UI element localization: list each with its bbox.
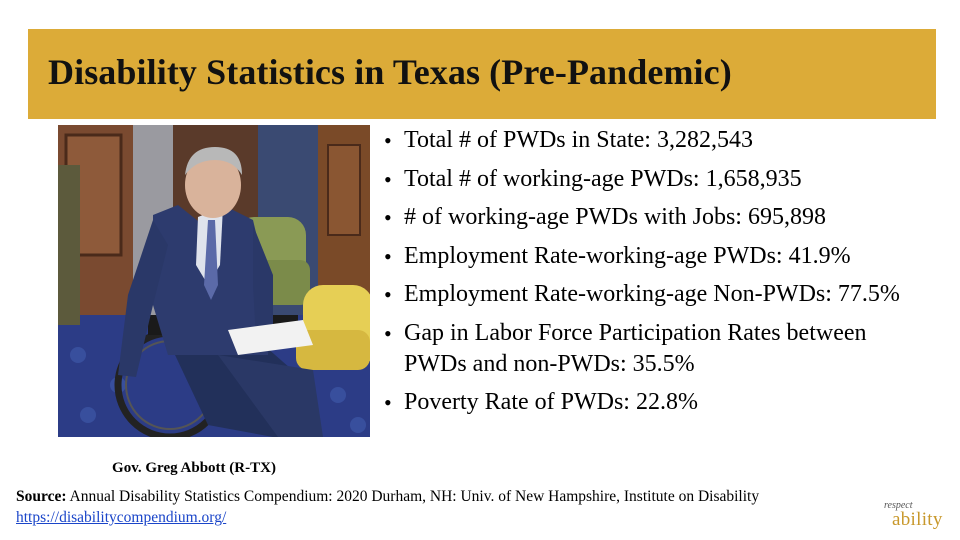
stat-poverty-rate: • Poverty Rate of PWDs: 22.8% <box>384 387 934 418</box>
governor-photo <box>58 125 370 437</box>
photo-caption: Gov. Greg Abbott (R-TX) <box>112 460 276 476</box>
source-citation <box>16 487 896 507</box>
source-link[interactable]: https://disabilitycompendium.org/ <box>16 509 227 526</box>
source-text: Annual Disability Statistics Compendium: 2020 Durham, NH: Univ. of New Hampshire, Institute on Disability <box>69 488 760 505</box>
source-label: Source: <box>16 488 67 505</box>
respectability-logo <box>884 500 954 534</box>
logo-ability-text: ability <box>892 509 943 530</box>
stat-labor-force-gap: • Gap in Labor Force Participation Rates between PWDs and non-PWDs: 35.5% <box>384 318 934 380</box>
slide-title: Disability Statistics in Texas (Pre-Pandemic) <box>48 52 732 92</box>
logo-respect-text: respect <box>884 500 913 511</box>
title-bar <box>28 29 936 119</box>
stat-total-pwds: • Total # of PWDs in State: 3,282,543 <box>384 125 934 156</box>
stat-pwds-with-jobs: • # of working-age PWDs with Jobs: 695,898 <box>384 202 934 233</box>
stat-working-age-pwds: • Total # of working-age PWDs: 1,658,935 <box>384 164 934 195</box>
statistics-list <box>384 125 934 426</box>
stat-employment-rate-pwds: • Employment Rate-working-age PWDs: 41.9% <box>384 241 934 272</box>
stat-employment-rate-non-pwds: • Employment Rate-working-age Non-PWDs: 77.5% <box>384 279 934 310</box>
